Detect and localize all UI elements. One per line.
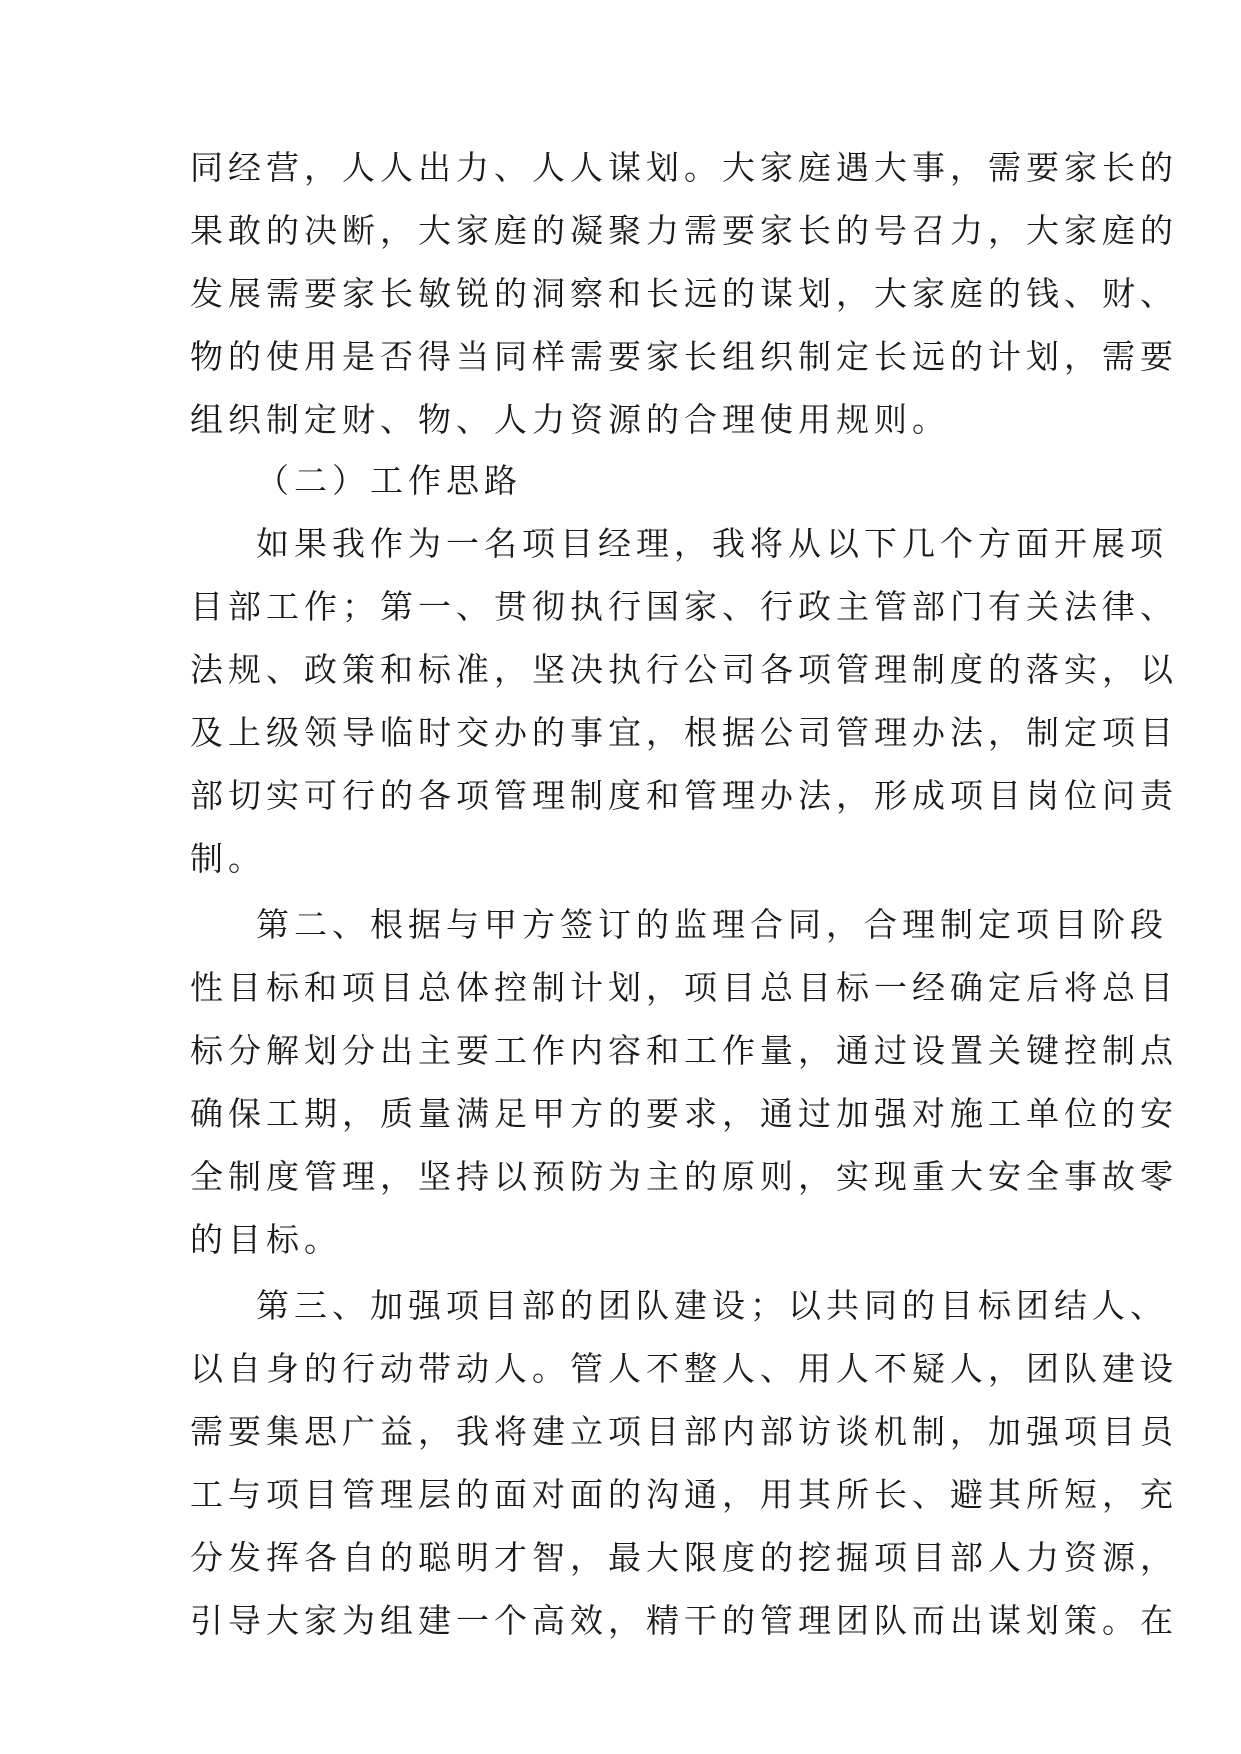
text-line: 组织制定财、物、人力资源的合理使用规则。 — [190, 400, 950, 439]
text-line: 制。 — [190, 839, 266, 878]
text-line: 性目标和项目总体控制计划，项目总目标一经确定后将总目 — [190, 968, 1178, 1007]
text-line: 目部工作；第一、贯彻执行国家、行政主管部门有关法律、 — [190, 587, 1178, 626]
text-line: 物的使用是否得当同样需要家长组织制定长远的计划，需要 — [190, 337, 1178, 376]
section-heading: （二）工作思路 — [256, 461, 522, 500]
text-line: 以自身的行动带动人。管人不整人、用人不疑人，团队建设 — [190, 1349, 1178, 1388]
text-line: 部切实可行的各项管理制度和管理办法，形成项目岗位问责 — [190, 776, 1178, 815]
text-line: 及上级领导临时交办的事宜，根据公司管理办法，制定项目 — [190, 713, 1178, 752]
text-line: 引导大家为组建一个高效，精干的管理团队而出谋划策。在 — [190, 1601, 1178, 1640]
text-line: 法规、政策和标准，坚决执行公司各项管理制度的落实，以 — [190, 650, 1178, 689]
text-line: 同经营，人人出力、人人谋划。大家庭遇大事，需要家长的 — [190, 148, 1178, 187]
text-line: 的目标。 — [190, 1220, 342, 1259]
text-line: 果敢的决断，大家庭的凝聚力需要家长的号召力，大家庭的 — [190, 211, 1178, 250]
text-line: 确保工期，质量满足甲方的要求，通过加强对施工单位的安 — [190, 1094, 1178, 1133]
text-line: 标分解划分出主要工作内容和工作量，通过设置关键控制点 — [190, 1031, 1178, 1070]
text-line: 全制度管理，坚持以预防为主的原则，实现重大安全事故零 — [190, 1157, 1178, 1196]
text-line: 分发挥各自的聪明才智，最大限度的挖掘项目部人力资源， — [190, 1538, 1178, 1577]
text-line: 发展需要家长敏锐的洞察和长远的谋划，大家庭的钱、财、 — [190, 274, 1178, 313]
text-line: 如果我作为一名项目经理，我将从以下几个方面开展项 — [256, 524, 1168, 563]
text-line: 第三、加强项目部的团队建设；以共同的目标团结人、 — [256, 1286, 1168, 1325]
text-line: 需要集思广益，我将建立项目部内部访谈机制，加强项目员 — [190, 1412, 1178, 1451]
text-line: 工与项目管理层的面对面的沟通，用其所长、避其所短，充 — [190, 1475, 1178, 1514]
text-line: 第二、根据与甲方签订的监理合同，合理制定项目阶段 — [256, 905, 1168, 944]
